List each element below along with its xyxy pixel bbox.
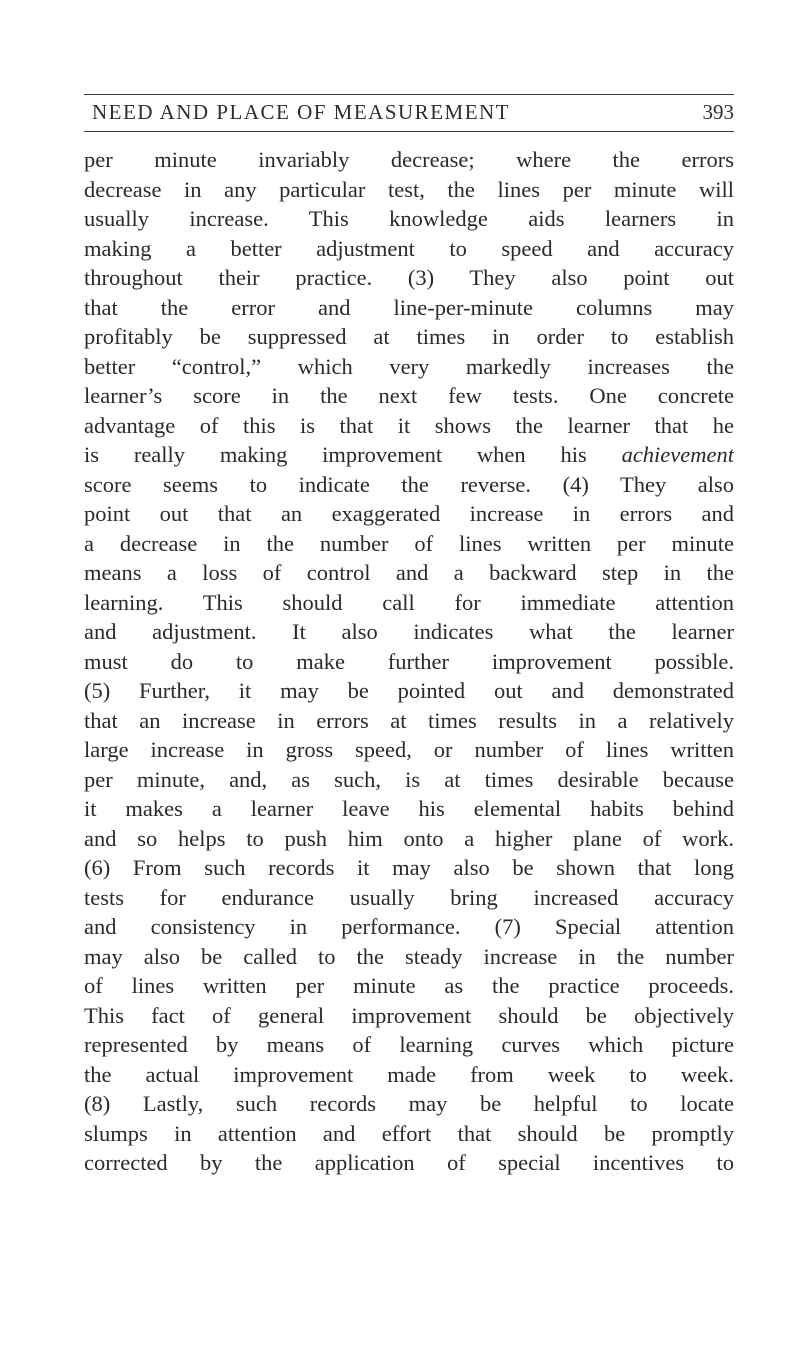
text-line: that an increase in errors at times results in a relatively bbox=[84, 707, 734, 733]
text-line: tests for endurance usually bring increased accuracy bbox=[84, 884, 734, 910]
text-line: may also be called to the steady increase in the number bbox=[84, 943, 734, 969]
text-line: usually increase. This knowledge aids learners in bbox=[84, 206, 734, 231]
text-line: that the error and line-per-minute columns may bbox=[84, 294, 734, 320]
text-line: (6) From such records it may also be shown that long bbox=[84, 855, 734, 880]
page-header bbox=[84, 94, 734, 132]
text-line: slumps in attention and effort that should be promptly bbox=[84, 1120, 734, 1146]
text-line: per minute, and, as such, is at times desirable because bbox=[84, 766, 734, 792]
text-line: (8) Lastly, such records may be helpful to locate bbox=[84, 1091, 734, 1116]
body-text bbox=[84, 145, 734, 1178]
text-line: This fact of general improvement should be objectively bbox=[84, 1002, 734, 1028]
text-line: must do to make further improvement possible. bbox=[84, 648, 734, 674]
text-line: and adjustment. It also indicates what the learner bbox=[84, 619, 734, 644]
text-line: point out that an exaggerated increase in errors and bbox=[84, 501, 734, 526]
text-line: and so helps to push him onto a higher plane of work. bbox=[84, 825, 734, 851]
text-line: corrected by the application of special incentives to bbox=[84, 1150, 734, 1175]
text-line: means a loss of control and a backward step in the bbox=[84, 560, 734, 585]
text-line: of lines written per minute as the practice proceeds. bbox=[84, 973, 734, 998]
text-line: per minute invariably decrease; where the errors bbox=[84, 147, 734, 172]
text-line: the actual improvement made from week to week. bbox=[84, 1061, 734, 1087]
text-line: large increase in gross speed, or number of lines written bbox=[84, 737, 734, 762]
running-head: NEED AND PLACE OF MEASUREMENT bbox=[92, 100, 511, 124]
text-line: profitably be suppressed at times in order to establish bbox=[84, 324, 734, 349]
text-line: better “control,” which very markedly increases the bbox=[84, 353, 734, 379]
text-line: learner’s score in the next few tests. One concrete bbox=[84, 383, 734, 408]
text-line: represented by means of learning curves which picture bbox=[84, 1032, 734, 1057]
text-line: a decrease in the number of lines written per minute bbox=[84, 530, 734, 556]
page-number: 393 bbox=[702, 100, 734, 124]
text-line: making a better adjustment to speed and accuracy bbox=[84, 235, 734, 261]
text-line: and consistency in performance. (7) Special attention bbox=[84, 914, 734, 939]
text-line bbox=[84, 440, 734, 470]
emphasized-word: achievement bbox=[621, 442, 734, 467]
text-line: throughout their practice. (3) They also point out bbox=[84, 265, 734, 290]
text-line: learning. This should call for immediate attention bbox=[84, 589, 734, 615]
text-line: score seems to indicate the reverse. (4) They also bbox=[84, 471, 734, 497]
text-line: (5) Further, it may be pointed out and demonstrated bbox=[84, 678, 734, 703]
text-line: it makes a learner leave his elemental habits behind bbox=[84, 796, 734, 821]
text-line: decrease in any particular test, the lines per minute will bbox=[84, 176, 734, 202]
text-line: advantage of this is that it shows the learner that he bbox=[84, 412, 734, 438]
text-line-part: is really making improvement when his achievement bbox=[84, 442, 734, 467]
